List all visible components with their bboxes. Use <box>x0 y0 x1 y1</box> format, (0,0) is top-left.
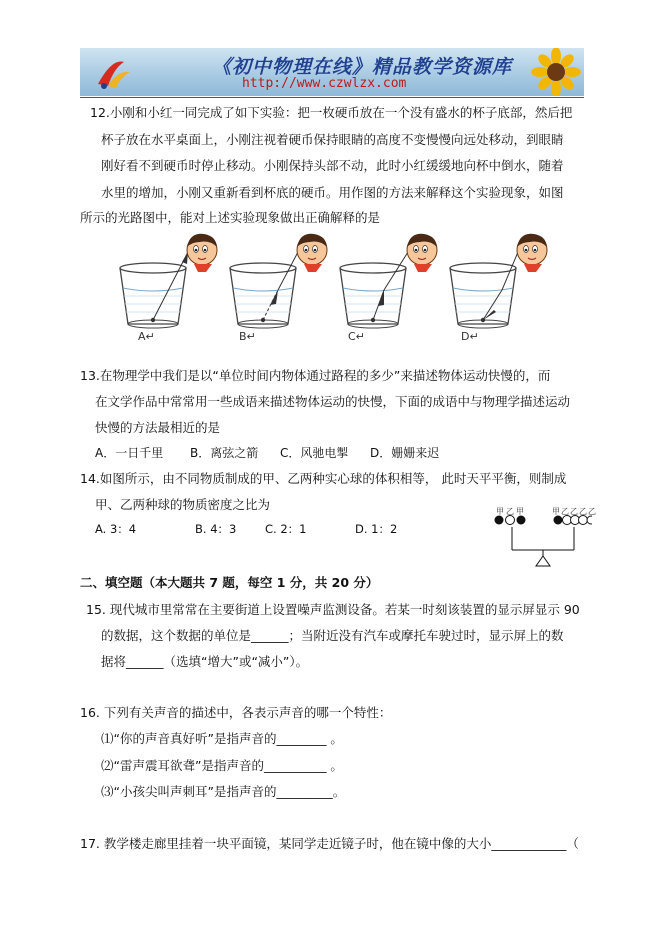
header-rule <box>80 97 584 98</box>
q12-line-4: 水里的增加，小刚又重新看到杯底的硬币。用作图的方法来解释这个实验现象，如图 <box>101 185 564 200</box>
balance-right-labels: 甲乙乙乙乙 <box>552 507 597 516</box>
q12-line-2: 杯子放在水平桌面上，小刚注视着硬币保持眼睛的高度不变慢慢向远处移动，到眼睛 <box>101 132 564 147</box>
q13-options <box>95 444 439 461</box>
q14-option-b: B. 4：3 <box>195 522 237 536</box>
option-a-figure <box>120 234 217 328</box>
q16-item-1: ⑴“你的声音真好听”是指声音的________ 。 <box>101 731 343 746</box>
q13-option-b: B．离弦之箭 <box>190 446 259 460</box>
header-title: 《初中物理在线》精品教学资源库 <box>212 56 513 78</box>
site-logo-icon <box>94 52 134 92</box>
q13-line-2: 在文学作品中常常用一些成语来描述物体运动的快慢，下面的成语中与物理学描述运动 <box>95 394 571 409</box>
q12-line-5: 所示的光路图中，能对上述实验现象做出正确解释的是 <box>80 210 381 225</box>
option-d-label: D↵ <box>461 330 479 343</box>
q14-option-d: D. 1：2 <box>355 522 398 536</box>
sunflower-icon <box>522 48 582 96</box>
q12-line-1: 12.小刚和小红一同完成了如下实验：把一枚硬币放在一个没有盛水的杯子底部，然后把 <box>90 105 573 120</box>
q14-option-c: C. 2：1 <box>265 522 307 536</box>
q14-options <box>95 521 397 537</box>
q13-option-c: C．风驰电掣 <box>280 446 349 460</box>
option-b-label: B↵ <box>239 330 256 343</box>
q13-line-3: 快慢的方法最相近的是 <box>95 420 221 435</box>
q15-line-1: 15. 现代城市里常常在主要街道上设置噪声监测设备。若某一时刻该装置的显示屏显示 90 <box>86 602 580 617</box>
q15-line-3: 据将______（选填“增大”或“减小”）。 <box>101 654 309 669</box>
q12-figure <box>112 232 557 344</box>
balance-left-labels: 甲乙甲 <box>496 507 526 516</box>
section-2-heading: 二、填空题（本大题共 7 题，每空 1 分，共 20 分） <box>80 575 379 590</box>
q14-line-2: 甲、乙两种球的物质密度之比为 <box>95 497 271 512</box>
q14-option-a: A. 3：4 <box>95 522 137 536</box>
q16-item-2: ⑵“雷声震耳欲聋”是指声音的__________ 。 <box>101 758 343 773</box>
option-b-figure <box>230 234 327 328</box>
q13-option-a: A．一日千里 <box>95 446 164 460</box>
q12-line-3: 刚好看不到硬币时停止移动。小刚保持头部不动，此时小红缓缓地向杯中倒水，随着 <box>101 158 564 173</box>
option-a-label: A↵ <box>138 330 155 343</box>
option-c-figure <box>340 234 437 328</box>
q13-line-1: 13.在物理学中我们是以“单位时间内物体通过路程的多少”来描述物体运动快慢的，而 <box>80 368 551 383</box>
q16-item-3: ⑶“小孩尖叫声刺耳”是指声音的_________。 <box>101 784 346 799</box>
q16-line-1: 16. 下列有关声音的描述中，各表示声音的哪一个特性： <box>80 705 392 720</box>
header-banner <box>80 48 584 96</box>
q17-line-1: 17. 教学楼走廊里挂着一块平面镜，某同学走近镜子时，他在镜中像的大小____________（ <box>80 836 579 851</box>
q14-line-1: 14.如图所示，由不同物质制成的甲、乙两种实心球的体积相等， 此时天平平衡，则制成 <box>80 471 567 486</box>
option-c-label: C↵ <box>348 330 365 343</box>
header-url: http://www.czwlzx.com <box>242 76 407 91</box>
q15-line-2: 的数据，这个数据的单位是______；当附近没有汽车或摩托车驶过时，显示屏上的数 <box>101 628 564 643</box>
option-d-figure <box>450 234 547 328</box>
q13-option-d: D．姗姗来迟 <box>370 446 440 460</box>
balance-figure <box>492 514 592 568</box>
